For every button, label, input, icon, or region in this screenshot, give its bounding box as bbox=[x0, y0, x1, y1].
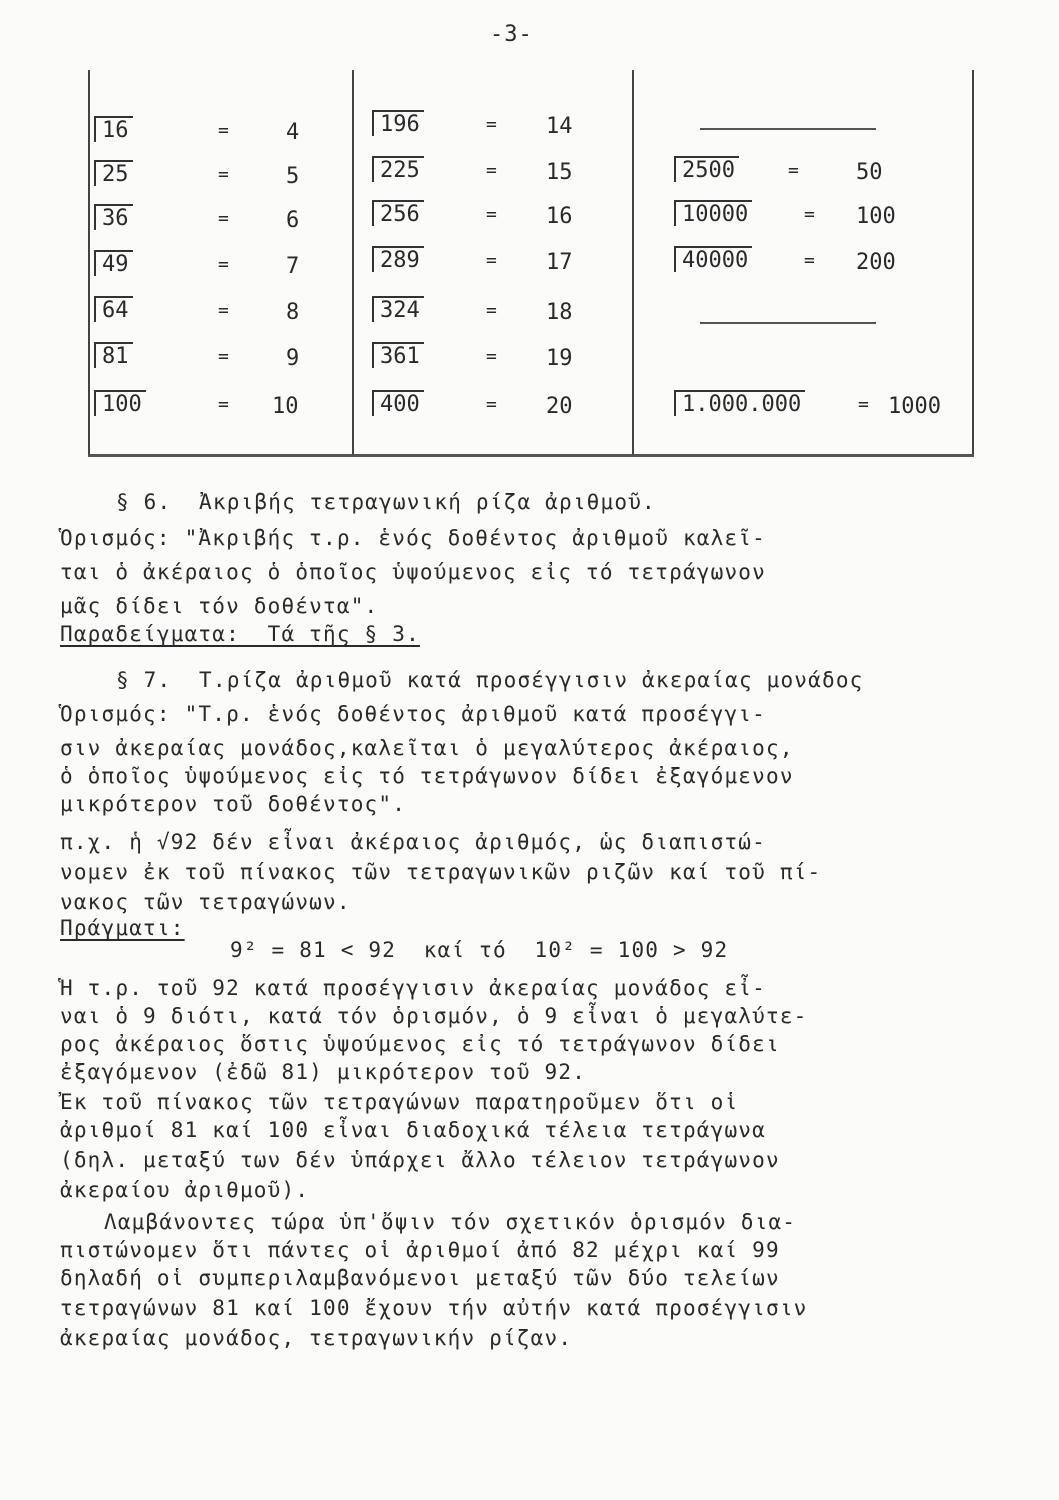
table-row bbox=[372, 200, 424, 227]
equals-sign: = bbox=[486, 250, 497, 271]
equals-sign: = bbox=[218, 120, 229, 141]
radicand: 1.000.000 bbox=[674, 390, 805, 416]
table-row bbox=[372, 296, 424, 323]
radicand: 64 bbox=[94, 296, 133, 322]
table-row bbox=[372, 246, 424, 273]
equals-sign: = bbox=[486, 160, 497, 181]
text-line: νακος τῶν τετραγώνων. bbox=[60, 890, 351, 914]
equals-sign: = bbox=[486, 114, 497, 135]
root-value: 4 bbox=[286, 120, 300, 145]
radicand: 40000 bbox=[674, 246, 752, 272]
root-value: 100 bbox=[856, 204, 896, 229]
radicand: 400 bbox=[372, 390, 424, 416]
blank-row-line bbox=[700, 128, 876, 130]
radicand: 256 bbox=[372, 200, 424, 226]
table-row bbox=[372, 342, 424, 369]
table-row bbox=[94, 250, 133, 277]
text-line: μικρότερον τοῦ δοθέντος". bbox=[60, 792, 407, 816]
text-line: τετραγώνων 81 καί 100 ἔχουν τήν αὐτήν κατά προσέγγισιν bbox=[60, 1296, 808, 1320]
text-line: ρος ἀκέραιος ὅστις ὑψούμενος εἰς τό τετράγωνον δίδει bbox=[60, 1032, 780, 1056]
example-line: π.χ. ἡ √92 δέν εἶναι ἀκέραιος ἀριθμός, ὡς διαπιστώ- bbox=[60, 830, 766, 854]
text-line: ἀριθμοί 81 καί 100 εἶναι διαδοχικά τέλεια τετράγωνα bbox=[60, 1118, 766, 1142]
equals-sign: = bbox=[218, 394, 229, 415]
radicand: 25 bbox=[94, 160, 133, 186]
radicand: 225 bbox=[372, 156, 424, 182]
table-row bbox=[674, 246, 752, 273]
root-value: 19 bbox=[546, 346, 573, 371]
table-row bbox=[94, 390, 146, 417]
root-value: 200 bbox=[856, 250, 896, 275]
text-line: (δηλ. μεταξύ των δέν ὑπάρχει ἄλλο τέλειον τετράγωνον bbox=[60, 1148, 780, 1172]
equals-sign: = bbox=[804, 250, 815, 271]
formula-line: 9² = 81 < 92 καί τό 10² = 100 > 92 bbox=[230, 938, 729, 962]
definition-line: Ὁρισμός: "Τ.ρ. ἑνός δοθέντος ἀριθμοῦ κατά προσέγγι- bbox=[60, 702, 766, 726]
equals-sign: = bbox=[218, 208, 229, 229]
table-row bbox=[94, 342, 133, 369]
radicand: 49 bbox=[94, 250, 133, 276]
root-value: 9 bbox=[286, 346, 300, 371]
text-line: Ἐκ τοῦ πίνακος τῶν τετραγώνων παρατηροῦμεν ὅτι οἱ bbox=[60, 1090, 739, 1114]
section-heading-7: § 7. Τ.ρίζα ἀριθμοῦ κατά προσέγγισιν ἀκεραίας μονάδος bbox=[116, 668, 864, 692]
root-value: 14 bbox=[546, 114, 573, 139]
equals-sign: = bbox=[804, 204, 815, 225]
root-value: 10 bbox=[272, 394, 299, 419]
section-heading-6: § 6. Ἀκριβής τετραγωνική ρίζα ἀριθμοῦ. bbox=[116, 490, 656, 514]
table-row bbox=[94, 160, 133, 187]
table-row bbox=[372, 390, 424, 417]
root-value: 17 bbox=[546, 250, 573, 275]
table-divider-1 bbox=[352, 70, 354, 454]
text-line: δηλαδή οἱ συμπεριλαμβανόμενοι μεταξύ τῶν δύο τελείων bbox=[60, 1266, 780, 1290]
table-divider-2 bbox=[632, 70, 634, 454]
equals-sign: = bbox=[486, 204, 497, 225]
radicand: 289 bbox=[372, 246, 424, 272]
table-row bbox=[674, 200, 752, 227]
equals-sign: = bbox=[486, 300, 497, 321]
root-value: 7 bbox=[286, 254, 300, 279]
root-value: 1000 bbox=[888, 394, 941, 419]
equals-sign: = bbox=[218, 300, 229, 321]
radicand: 361 bbox=[372, 342, 424, 368]
radicand: 100 bbox=[94, 390, 146, 416]
text-line: ται ὁ ἀκέραιος ὁ ὁποῖος ὑψούμενος εἰς τό τετράγωνον bbox=[60, 560, 766, 584]
equals-sign: = bbox=[218, 346, 229, 367]
equals-sign: = bbox=[858, 394, 869, 415]
table-row bbox=[372, 110, 424, 137]
table-row bbox=[94, 296, 133, 323]
blank-row-line bbox=[700, 322, 876, 324]
equals-sign: = bbox=[486, 394, 497, 415]
text-line: ἐξαγόμενον (ἐδῶ 81) μικρότερον τοῦ 92. bbox=[60, 1060, 587, 1084]
equals-sign: = bbox=[788, 160, 799, 181]
indeed-label: Πράγματι: bbox=[60, 916, 185, 940]
text-line: σιν ἀκεραίας μονάδος,καλεῖται ὁ μεγαλύτερος ἀκέραιος, bbox=[60, 736, 794, 760]
text-line: Λαμβάνοντες τώρα ὑπ'ὄψιν τόν σχετικόν ὁρισμόν δια- bbox=[104, 1210, 797, 1234]
page-number: -3- bbox=[490, 22, 533, 47]
text-line: μᾶς δίδει τόν δοθέντα". bbox=[60, 594, 379, 618]
root-value: 18 bbox=[546, 300, 573, 325]
table-row bbox=[94, 204, 133, 231]
text-line: ἀκεραίας μονάδος, τετραγωνικήν ρίζαν. bbox=[60, 1326, 573, 1350]
root-value: 8 bbox=[286, 300, 300, 325]
definition-line: Ὁρισμός: "Ἀκριβής τ.ρ. ἑνός δοθέντος ἀριθμοῦ καλεῖ- bbox=[60, 526, 766, 550]
table-border-left bbox=[88, 70, 90, 454]
square-roots-table bbox=[88, 70, 974, 456]
text-line: Ἡ τ.ρ. τοῦ 92 κατά προσέγγισιν ἀκεραίας μονάδος εἶ- bbox=[60, 976, 766, 1000]
root-value: 20 bbox=[546, 394, 573, 419]
radicand: 10000 bbox=[674, 200, 752, 226]
examples-line: Παραδείγματα: Τά τῆς § 3. bbox=[60, 622, 420, 646]
table-border-right bbox=[972, 70, 974, 454]
root-value: 15 bbox=[546, 160, 573, 185]
text-line: νομεν ἐκ τοῦ πίνακος τῶν τετραγωνικῶν ριζῶν καί τοῦ πί- bbox=[60, 860, 822, 884]
radicand: 36 bbox=[94, 204, 133, 230]
text-line: ὁ ὁποῖος ὑψούμενος εἰς τό τετράγωνον δίδει ἐξαγόμενον bbox=[60, 764, 794, 788]
equals-sign: = bbox=[486, 346, 497, 367]
root-value: 16 bbox=[546, 204, 573, 229]
table-row bbox=[372, 156, 424, 183]
root-value: 50 bbox=[856, 160, 883, 185]
equals-sign: = bbox=[218, 254, 229, 275]
text-line: ἀκεραίου ἀριθμοῦ). bbox=[60, 1178, 310, 1202]
table-row bbox=[674, 156, 739, 183]
table-bottom-border bbox=[88, 454, 974, 457]
root-value: 5 bbox=[286, 164, 300, 189]
radicand: 324 bbox=[372, 296, 424, 322]
text-line: πιστώνομεν ὅτι πάντες οἱ ἀριθμοί ἀπό 82 μέχρι καί 99 bbox=[60, 1238, 780, 1262]
radicand: 196 bbox=[372, 110, 424, 136]
root-value: 6 bbox=[286, 208, 300, 233]
text-line: ναι ὁ 9 διότι, κατά τόν ὁρισμόν, ὁ 9 εἶναι ὁ μεγαλύτε- bbox=[60, 1004, 808, 1028]
table-row bbox=[94, 116, 133, 143]
radicand: 16 bbox=[94, 116, 133, 142]
table-row bbox=[674, 390, 805, 417]
radicand: 81 bbox=[94, 342, 133, 368]
equals-sign: = bbox=[218, 164, 229, 185]
radicand: 2500 bbox=[674, 156, 739, 182]
